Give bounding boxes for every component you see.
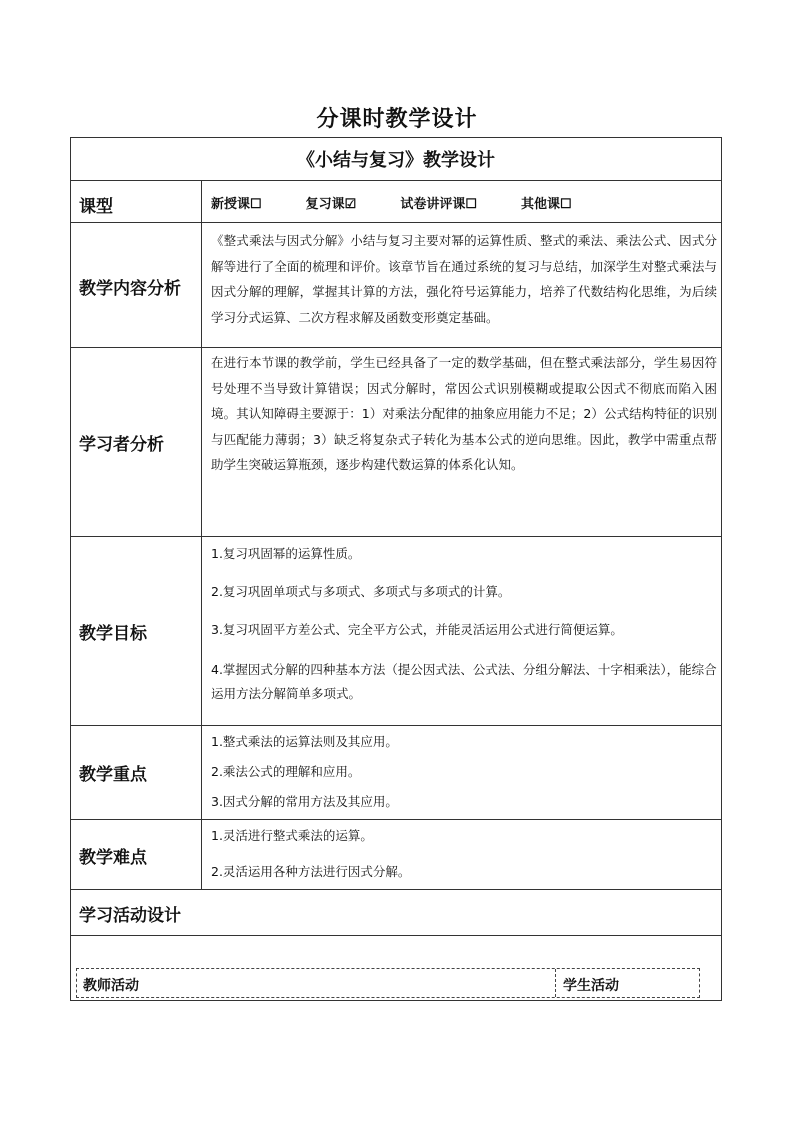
content-analysis-text: 《整式乘法与因式分解》小结与复习主要对幂的运算性质、整式的乘法、乘法公式、因式分解等进行了全面的梳理和评价。该章节旨在通过系统的复习与总结，加深学生对整式乘法与因式分解的理解，掌握其计算的方法，强化符号运算能力，培养了代数结构化思维，为后续学习分式运算、二次方程求解及函数变形奠定基础。 <box>211 233 717 325</box>
column-divider <box>201 180 202 889</box>
row-divider <box>71 222 721 223</box>
list-item: 1.整式乘法的运算法则及其应用。 <box>211 734 398 749</box>
row-divider <box>71 180 721 181</box>
column-divider <box>555 969 556 997</box>
row-divider <box>71 889 721 890</box>
course-type-option[interactable]: 其他课☐ <box>520 197 572 212</box>
content-analysis-label: 教学内容分析 <box>79 279 181 299</box>
list-item: 3.复习巩固平方差公式、完全平方公式，并能灵活运用公式进行简便运算。 <box>211 622 623 637</box>
objectives-label: 教学目标 <box>79 624 147 644</box>
activity-table <box>76 968 700 998</box>
student-activity-header: 学生活动 <box>563 978 619 994</box>
lesson-design-table <box>70 137 722 1001</box>
row-divider <box>71 347 721 348</box>
list-item: 1.灵活进行整式乘法的运算。 <box>211 828 373 843</box>
course-type-label: 课型 <box>79 197 113 217</box>
activity-design-label: 学习活动设计 <box>79 906 181 926</box>
learner-analysis-label: 学习者分析 <box>79 435 164 455</box>
row-divider <box>71 819 721 820</box>
list-item: 4.掌握因式分解的四种基本方法（提公因式法、公式法、分组分解法、十字相乘法），能综合运用方法分解简单多项式。 <box>211 662 717 701</box>
learner-analysis-text: 在进行本节课的教学前，学生已经具备了一定的数学基础，但在整式乘法部分，学生易因符号处理不当导致计算错误；因式分解时，常因公式识别模糊或提取公因式不彻底而陷入困境。其认知障碍主要源于：1）对乘法分配律的抽象应用能力不足；2）公式结构特征的识别与匹配能力薄弱；3）缺乏将复杂式子转化为基本公式的逆向思维。因此，教学中需重点帮助学生突破运算瓶颈，逐步构建代数运算的体系化认知。 <box>211 355 717 472</box>
list-item: 3.因式分解的常用方法及其应用。 <box>211 794 398 809</box>
course-type-options <box>211 193 616 212</box>
row-divider <box>71 536 721 537</box>
course-type-option[interactable]: 新授课☐ <box>211 197 262 212</box>
list-item: 2.灵活运用各种方法进行因式分解。 <box>211 864 411 879</box>
course-type-option[interactable]: 试卷讲评课☐ <box>400 197 477 212</box>
list-item: 2.乘法公式的理解和应用。 <box>211 764 361 779</box>
difficulties-label: 教学难点 <box>79 848 147 868</box>
list-item: 2.复习巩固单项式与多项式、多项式与多项式的计算。 <box>211 584 511 599</box>
page-title: 分课时教学设计 <box>316 106 478 132</box>
doc-heading: 《小结与复习》教学设计 <box>297 150 495 171</box>
list-item: 1.复习巩固幂的运算性质。 <box>211 546 361 561</box>
row-divider <box>71 935 721 936</box>
teacher-activity-header: 教师活动 <box>83 978 139 994</box>
key-points-label: 教学重点 <box>79 765 147 785</box>
row-divider <box>71 725 721 726</box>
course-type-option[interactable]: 复习课☑ <box>305 197 357 212</box>
